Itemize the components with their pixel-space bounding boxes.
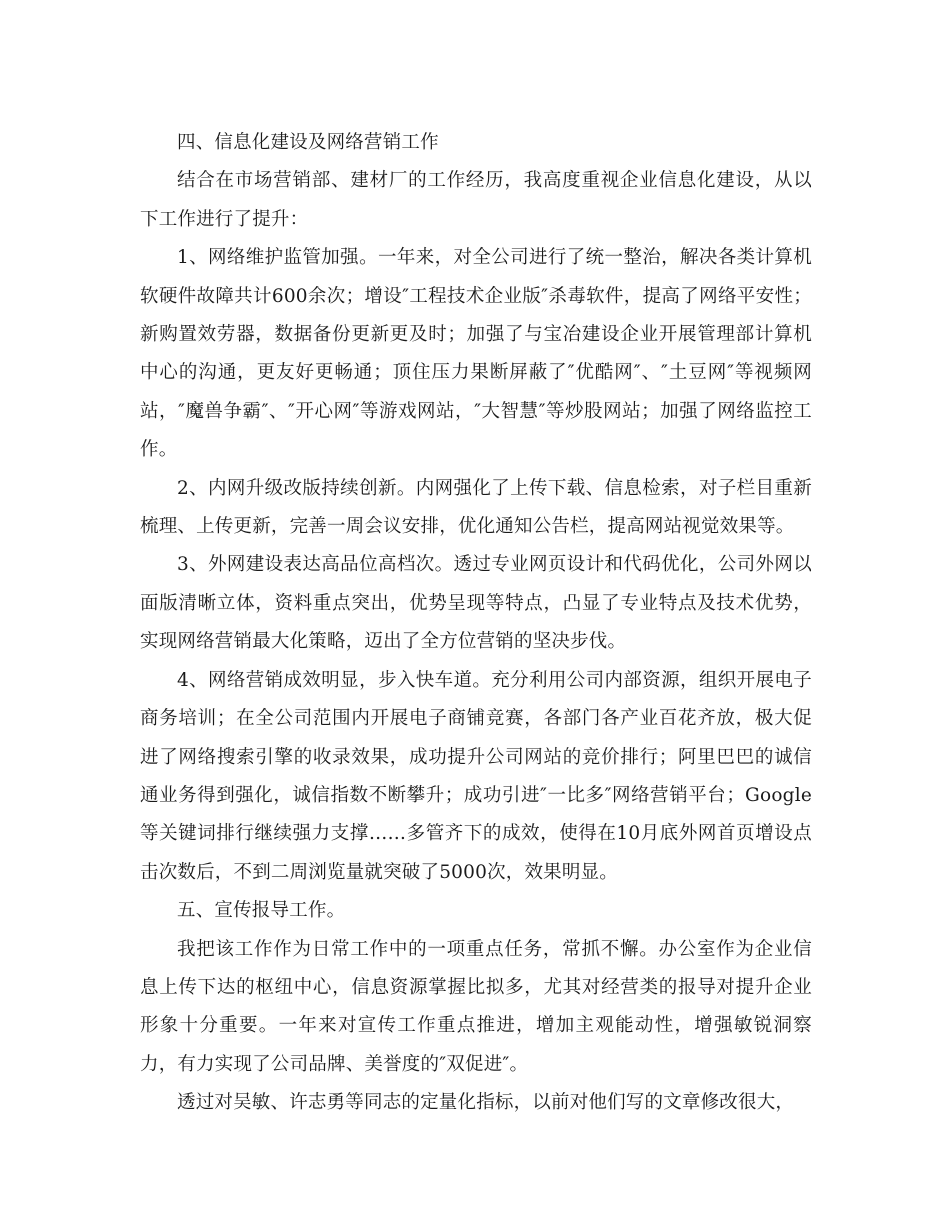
paragraph-item-3: 3、外网建设表达高品位高档次。透过专业网页设计和代码优化，公司外网以面版清晰立体，资料重点突出，优势呈现等特点，凸显了专业特点及技术优势，实现网络营销最大化策略，迈出了全方位营销的坚决步伐。 — [140, 554, 812, 653]
paragraph-intro: 结合在市场营销部、建材厂的工作经历，我高度重视企业信息化建设，从以下工作进行了提升： — [140, 170, 812, 230]
paragraph-publicity-1: 我把该工作作为日常工作中的一项重点任务，常抓不懈。办公室作为企业信息上传下达的枢纽中心，信息资源掌握比拟多，尤其对经营类的报导对提升企业形象十分重要。一年来对宣传工作重点推进，增加主观能动性，增强敏锐洞察力，有力实现了公司品牌、美誉度的″双促进″。 — [140, 938, 812, 1075]
section-heading-informatization: 四、信息化建设及网络营销工作 — [177, 132, 439, 153]
paragraph-item-1: 1、网络维护监管加强。一年来，对全公司进行了统一整治，解决各类计算机软硬件故障共计600余次；增设″工程技术企业版″杀毒软件，提高了网络平安性；新购置效劳器，数据备份更新更及时；加强了与宝冶建设企业开展管理部计算机中心的沟通，更友好更畅通；顶住压力果断屏蔽了″优酷网″、″土豆网″等视频网站，″魔兽争霸″、″开心网″等游戏网站，″大智慧″等炒股网站；加强了网络监控工作。 — [140, 247, 812, 461]
paragraph-item-4: 4、网络营销成效明显，步入快车道。充分利用公司内部资源，组织开展电子商务培训；在全公司范围内开展电子商铺竞赛，各部门各产业百花齐放，极大促进了网络搜索引擎的收录效果，成功提升公司网站的竞价排行；阿里巴巴的诚信通业务得到强化，诚信指数不断攀升；成功引进″一比多″网络营销平台；Google等关键词排行继续强力支撑……多管齐下的成效，使得在10月底外网首页增设点击次数后，不到二周浏览量就突破了5000次，效果明显。 — [140, 669, 812, 883]
paragraph-item-2: 2、内网升级改版持续创新。内网强化了上传下载、信息检索，对子栏目重新梳理、上传更新，完善一周会议安排，优化通知公告栏，提高网站视觉效果等。 — [140, 477, 812, 538]
paragraph-publicity-2: 透过对吴敏、许志勇等同志的定量化指标，以前对他们写的文章修改很大， — [177, 1092, 795, 1114]
document-body — [140, 124, 812, 1123]
section-heading-publicity: 五、宣传报导工作。 — [177, 900, 346, 922]
